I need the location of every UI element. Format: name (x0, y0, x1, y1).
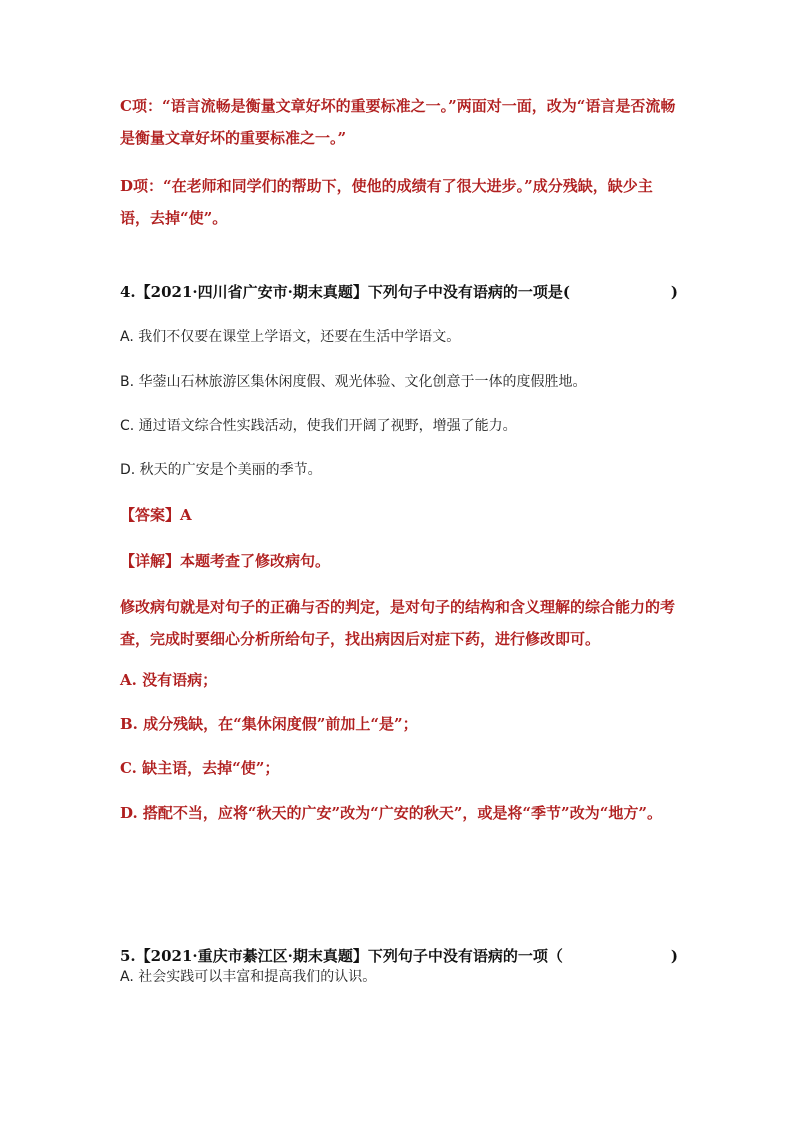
answer-line: 【答案】A (120, 506, 192, 524)
question-5-option-a: A. 社会实践可以丰富和提高我们的认识。 (120, 969, 377, 985)
question-4-option-d: D. 秋天的广安是个美丽的季节。 (120, 462, 322, 478)
question-5-text: 5.【2021·重庆市綦江区·期末真题】下列句子中没有语病的一项（ (120, 947, 563, 965)
explain-option-a: A. 没有语病； (120, 671, 218, 689)
question-4-stem (120, 280, 678, 304)
explain-option-b: B. 成分残缺，在“集休闲度假”前加上“是”； (120, 715, 418, 733)
question-4-option-b: B. 华蓥山石林旅游区集休闲度假、观光体验、文化创意于一体的度假胜地。 (120, 374, 587, 390)
explain-d: D项：“在老师和同学们的帮助下，使他的成绩有了很大进步。”成分残缺，缺少主语，去掉“使”。 (120, 177, 653, 227)
explain-option-c: C. 缺主语，去掉“使”； (120, 759, 280, 777)
question-4-option-a: A. 我们不仅要在课堂上学语文，还要在生活中学语文。 (120, 329, 461, 345)
detail-body: 修改病句就是对句子的正确与否的判定，是对句子的结构和含义理解的综合能力的考查，完成时要细心分析所给句子，找出病因后对症下药，进行修改即可。 (120, 598, 676, 648)
explain-option-d: D. 搭配不当，应将“秋天的广安”改为“广安的秋天”，或是将“季节”改为“地方”。 (120, 804, 662, 822)
question-4-text: 4.【2021·四川省广安市·期末真题】下列句子中没有语病的一项是( (120, 283, 570, 301)
explain-c: C项：“语言流畅是衡量文章好坏的重要标准之一。”两面对一面，改为“语言是否流畅是衡量文章好坏的重要标准之一。” (120, 97, 676, 147)
detail-title: 【详解】本题考查了修改病句。 (120, 552, 331, 570)
answer-blank-close: ) (670, 283, 678, 301)
question-4-option-c: C. 通过语文综合性实践活动，使我们开阔了视野，增强了能力。 (120, 418, 517, 434)
answer-blank-close: ) (670, 947, 678, 965)
